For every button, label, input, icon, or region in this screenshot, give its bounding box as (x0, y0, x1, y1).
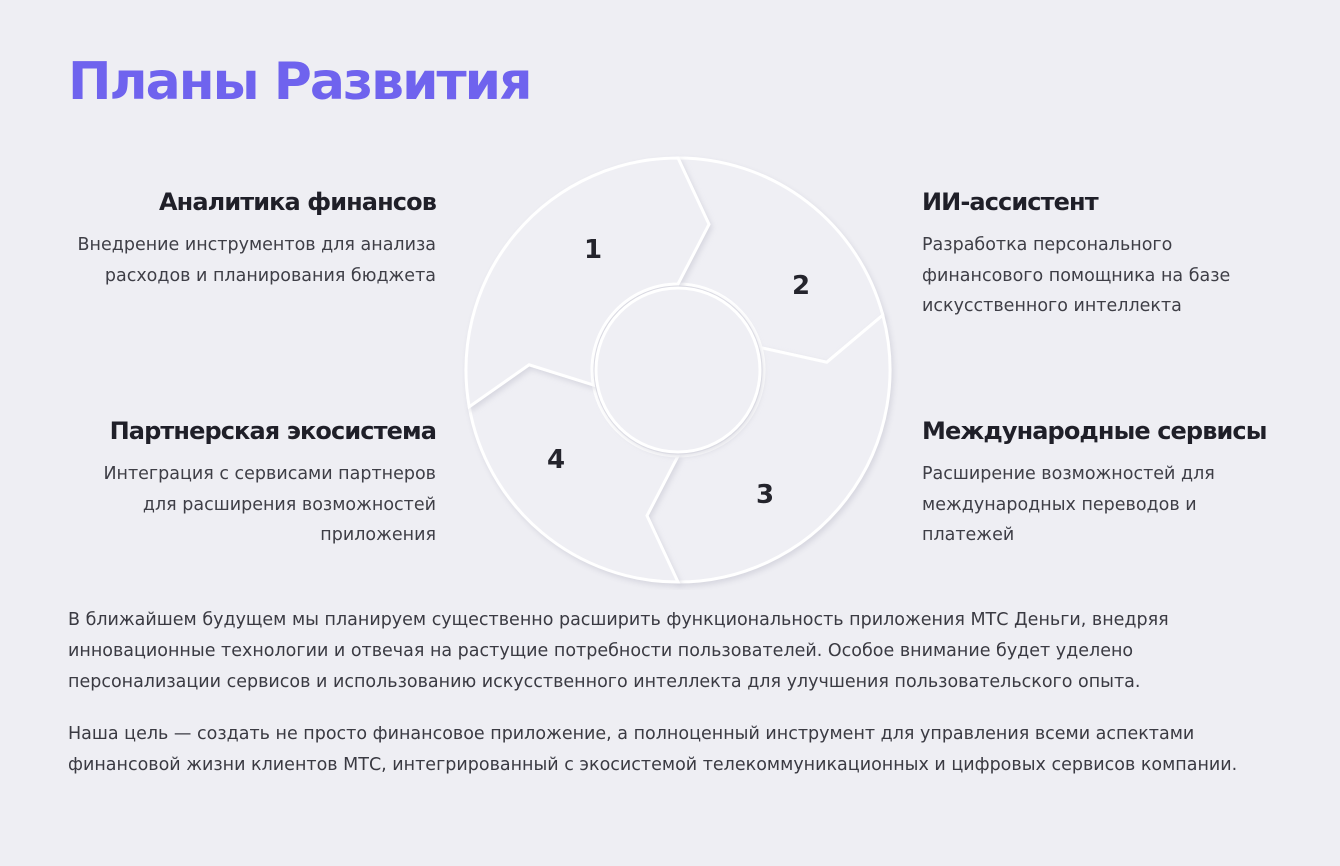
plan-description: Расширение возможностей для международных переводов и платежей (922, 464, 1215, 545)
plan-description: Разработка персонального финансового помощника на базе искусственного интеллекта (922, 235, 1231, 316)
cycle-center-circle (596, 288, 760, 452)
cycle-diagram-svg (462, 150, 902, 590)
segment-number-2: 2 (791, 271, 811, 301)
segment-number-1: 1 (583, 235, 603, 265)
goal-paragraph: Наша цель — создать не просто финансовое приложение, а полноценный инструмент для управления всеми аспектами финансовой жизни клиентов МТС, интегрированный с экосистемой телекоммуникационных и цифровых сервисов компании. (68, 724, 1238, 775)
plan-heading: Международные сервисы (922, 417, 1267, 445)
plan-description: Внедрение инструментов для анализа расходов и планирования бюджета (77, 235, 436, 286)
segment-number-4: 4 (546, 445, 566, 475)
plan-block-ai-assistant (922, 188, 1292, 322)
description-paragraph: В ближайшем будущем мы планируем существенно расширить функциональность приложения МТС Деньги, внедряя инновационные технологии и отвечая на растущие потребности пользователей. Особое внимание будет уделено персонализации сервисов и использованию искусственного интеллекта для улучшения пользовательского опыта. (68, 610, 1169, 692)
plan-block-partner-ecosystem (66, 417, 436, 551)
plan-block-international-services (922, 417, 1292, 551)
plan-description: Интеграция с сервисами партнеров для расширения возможностей приложения (103, 464, 436, 545)
cycle-diagram (462, 150, 902, 590)
plan-heading: Аналитика финансов (158, 188, 436, 216)
plan-heading: ИИ-ассистент (922, 188, 1098, 216)
segment-number-3: 3 (755, 480, 775, 510)
page-title: Планы Развития (68, 52, 531, 112)
plan-block-finance-analytics (66, 188, 436, 291)
plan-heading: Партнерская экосистема (109, 417, 436, 445)
